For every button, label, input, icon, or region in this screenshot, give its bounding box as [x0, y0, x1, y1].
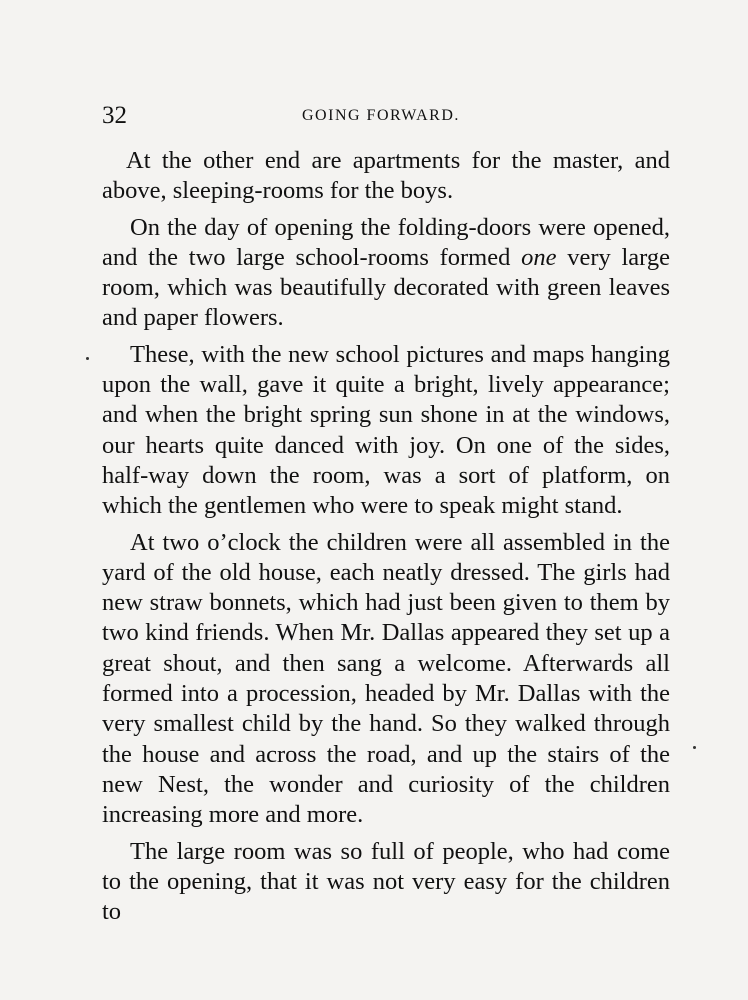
paragraph-2-text-end: very large room, which was beautifully decorated with green leaves and paper flowers. [102, 243, 671, 332]
paragraph-2-text-start: On the day of opening the folding-doors were opened, and the two large school-rooms formed [102, 213, 670, 271]
paragraph-3-text: These, with the new school pictures and maps hanging upon the wall, gave it quite a bright, lively appearance; and when the bright spring sun shone in at the windows, our hearts quite danced with joy. On one of the sides, half-way down the room, was a sort of platform, on which the gentlemen who were to speak might stand. [102, 340, 670, 520]
body-text [102, 146, 670, 933]
paragraph-5 [102, 837, 670, 928]
page-number: 32 [102, 102, 127, 129]
running-title: GOING FORWARD. [302, 107, 460, 124]
print-speck [86, 357, 89, 360]
paragraph-5-text: The large room was so full of people, who had come to the opening, that it was not very easy for the children to [102, 837, 670, 926]
paragraph-4-text: At two o’clock the children were all assembled in the yard of the old house, each neatly dressed. The girls had new straw bonnets, which had just been given to them by two kind friends. When Mr. Dallas appeared they set up a great shout, and then sang a welcome. Afterwards all formed into a procession, headed by Mr. Dallas with the very smallest child by the hand. So they walked through the house and across the road, and up the stairs of the new Nest, the wonder and curiosity of the children increasing more and more. [102, 528, 670, 829]
paragraph-4 [102, 528, 670, 831]
paragraph-3 [102, 340, 670, 522]
paragraph-2-italic-word: one [521, 243, 557, 271]
running-head [102, 98, 670, 134]
paragraph-1 [102, 146, 670, 207]
paragraph-2 [102, 213, 670, 334]
paragraph-1-text: At the other end are apartments for the master, and above, sleeping-rooms for the boys. [102, 147, 670, 205]
print-speck [693, 746, 696, 749]
